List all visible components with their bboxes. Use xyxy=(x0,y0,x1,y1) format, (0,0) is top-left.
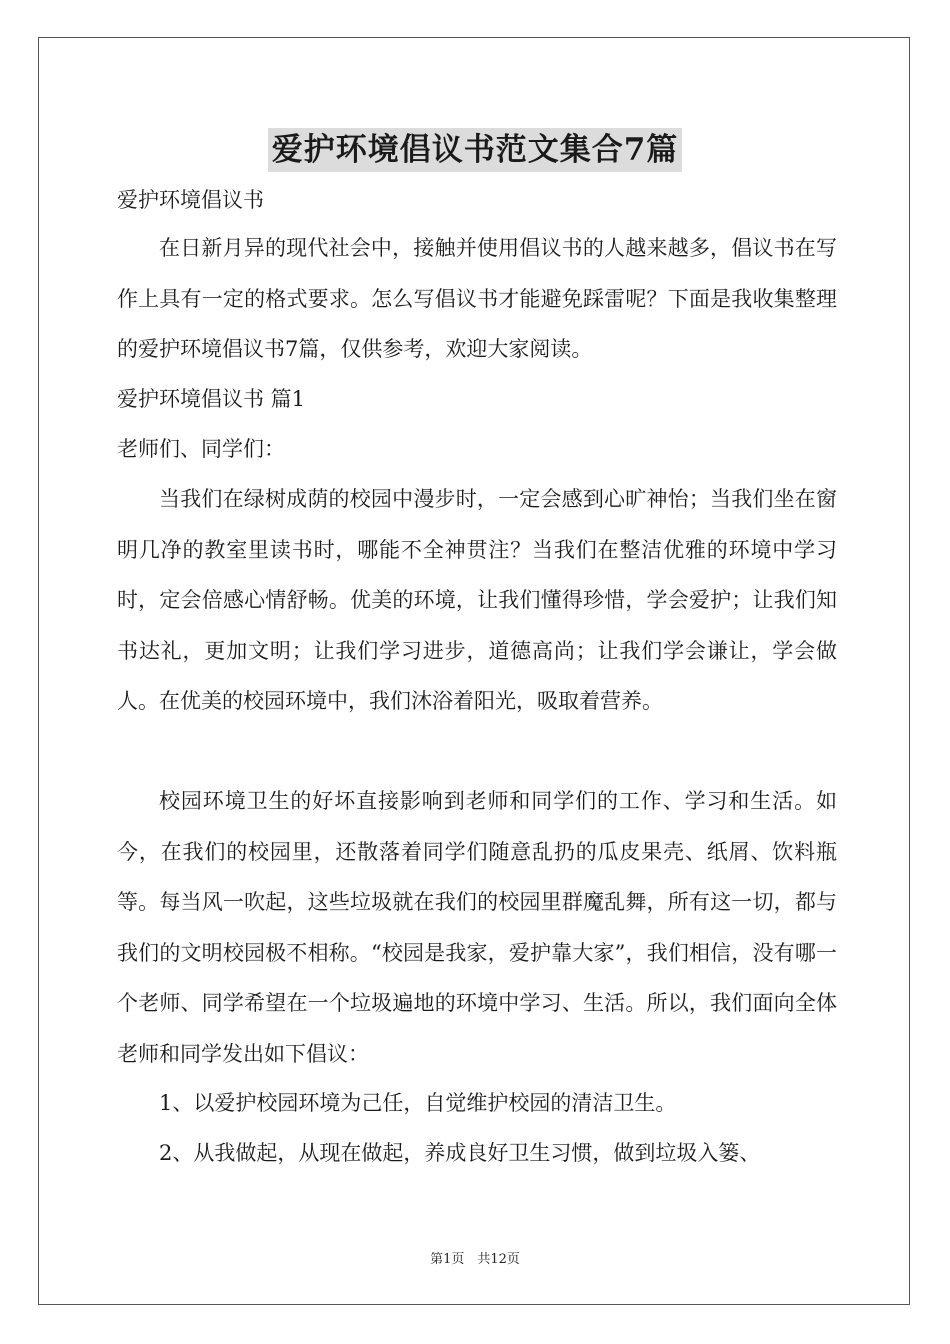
title-container xyxy=(0,128,950,172)
section-heading: 爱护环境倡议书 篇1 xyxy=(117,387,306,411)
document-title: 爱护环境倡议书范文集合7篇 xyxy=(268,128,683,172)
body-paragraph-2: 校园环境卫生的好坏直接影响到老师和同学们的工作、学习和生活。如今，在我们的校园里，还散落着同学们随意乱扔的瓜皮果壳、纸屑、饮料瓶等。每当风一吹起，这些垃圾就在我们的校园里群魔乱舞，所有这一切，都与我们的文明校园极不相称。“校园是我家，爱护靠大家”，我们相信，没有哪一个老师、同学希望在一个垃圾遍地的环境中学习、生活。所以，我们面向全体老师和同学发出如下倡议： xyxy=(117,789,837,1066)
proposal-item-2: 2、从我做起，从现在做起，养成良好卫生习惯，做到垃圾入篓、 xyxy=(159,1141,761,1165)
proposal-item-1: 1、以爱护校园环境为己任，自觉维护校园的清洁卫生。 xyxy=(159,1091,677,1115)
body-paragraph-1: 当我们在绿树成荫的校园中漫步时，一定会感到心旷神怡；当我们坐在窗明几净的教室里读书时，哪能不全神贯注？当我们在整洁优雅的环境中学习时，定会倍感心情舒畅。优美的环境，让我们懂得珍惜，学会爱护；让我们知书达礼，更加文明；让我们学习进步，道德高尚；让我们学会谦让，学会做人。在优美的校园环境中，我们沐浴着阳光，吸取着营养。 xyxy=(117,487,837,713)
page-footer: 第1页 共12页 xyxy=(430,1252,520,1267)
greeting: 老师们、同学们： xyxy=(117,437,285,461)
document-subtitle: 爱护环境倡议书 xyxy=(117,188,264,212)
intro-paragraph: 在日新月异的现代社会中，接触并使用倡议书的人越来越多，倡议书在写作上具有一定的格式要求。怎么写倡议书才能避免踩雷呢？下面是我收集整理的爱护环境倡议书7篇，仅供参考，欢迎大家阅读。 xyxy=(117,236,837,361)
